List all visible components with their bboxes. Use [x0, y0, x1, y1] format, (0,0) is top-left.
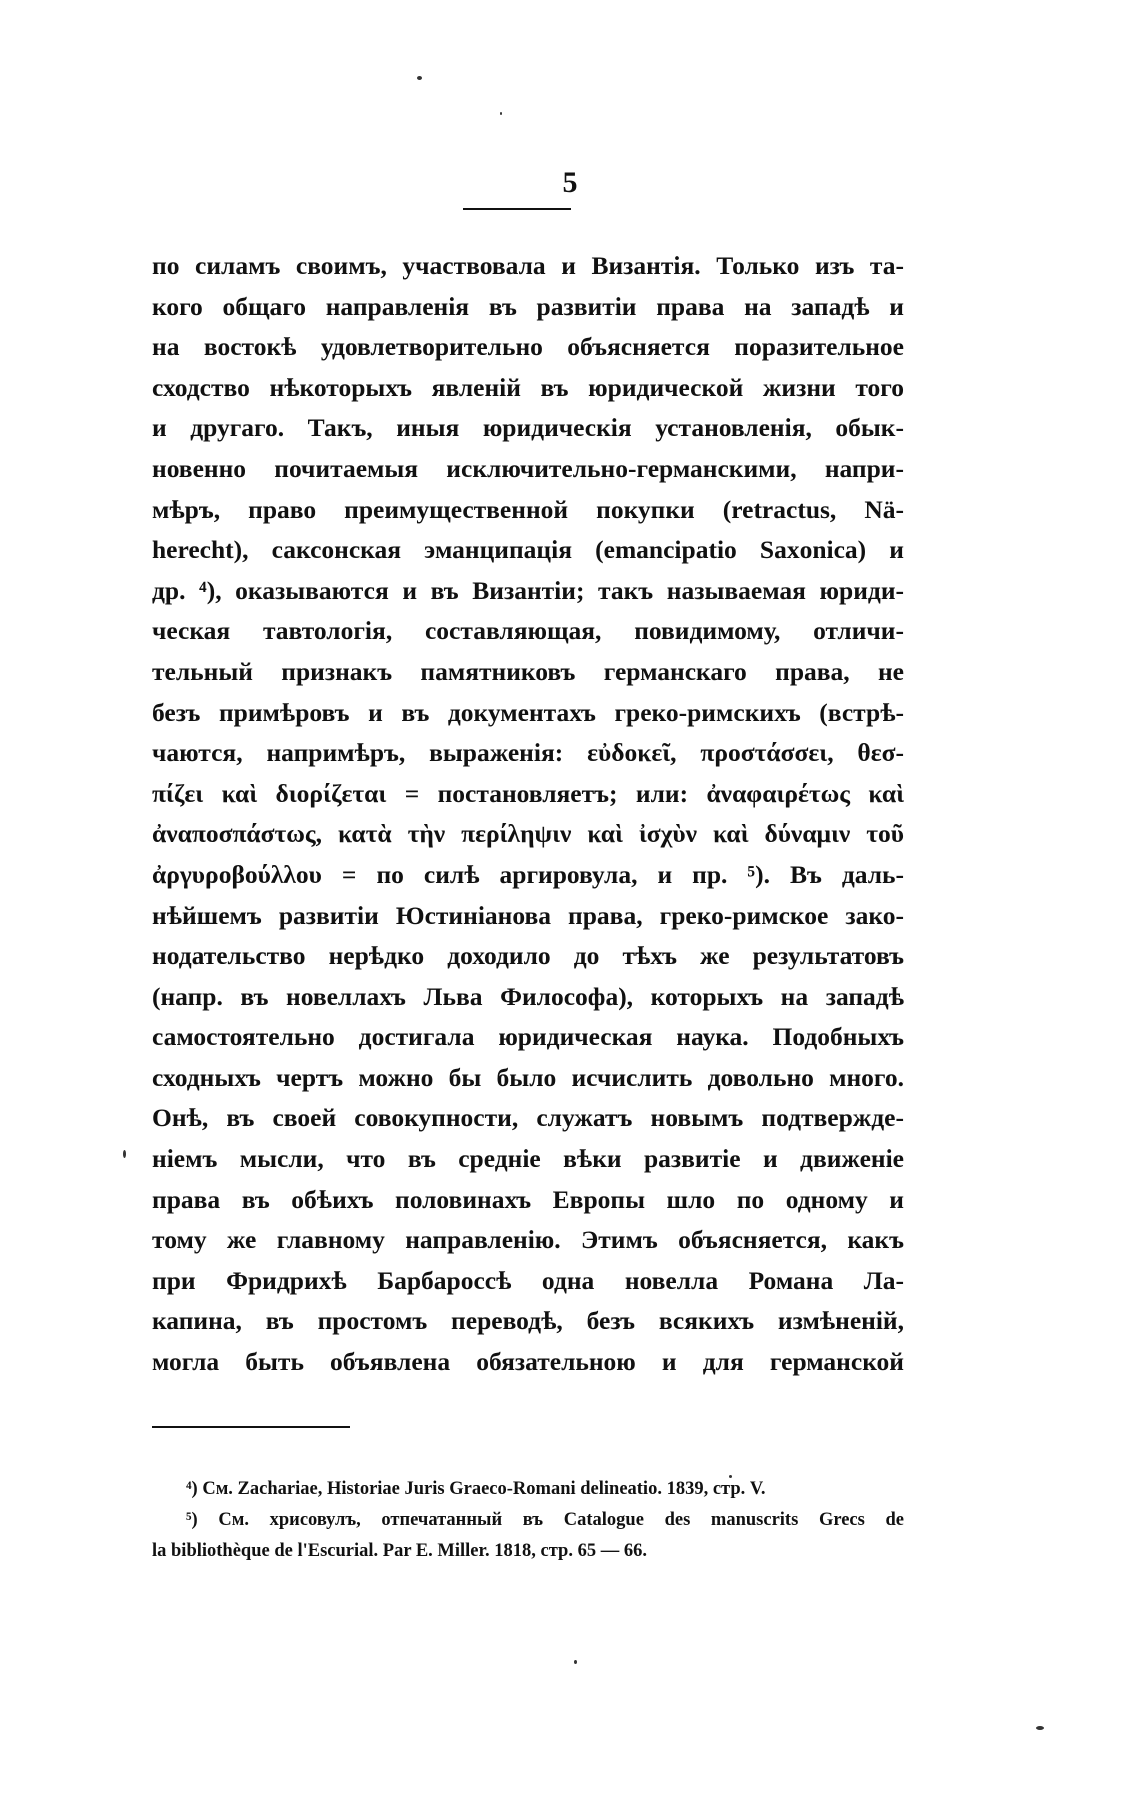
- scan-speck: [729, 1475, 732, 1478]
- text-line: сходныхъ чертъ можно бы было исчислить довольно много.: [152, 1062, 904, 1092]
- text-line: ніемъ мысли, что въ средніе вѣки развитіе и движеніе: [152, 1144, 904, 1174]
- text-line: нѣйшемъ развитіи Юстиніанова права, греко-римское зако-: [152, 900, 904, 930]
- text-line: ἀργυροβούλλου = по силѣ аргировула, и пр. ⁵). Въ даль-: [152, 859, 904, 889]
- body-text: [152, 246, 904, 1383]
- text-line: тельный признакъ памятниковъ германскаго права, не: [152, 656, 904, 686]
- text-line: нодательство нерѣдко доходило до тѣхъ же результатовъ: [152, 941, 904, 971]
- footnote-4: ⁴) См. Zachariae, Historiae Juris Graeco-Romani delineatio. 1839, стр. V.: [186, 1479, 766, 1499]
- text-line: Онѣ, въ своей совокупности, служатъ новымъ подтвержде-: [152, 1103, 904, 1133]
- page-number-rule: [463, 208, 571, 210]
- text-line: при Фридрихѣ Барбароссѣ одна новелла Романа Ла-: [152, 1265, 904, 1295]
- page-number: 5: [562, 166, 578, 199]
- scan-speck: [1036, 1726, 1044, 1730]
- text-line: др. ⁴), оказываются и въ Византіи; такъ называемая юриди-: [152, 575, 904, 605]
- scan-speck: [500, 112, 502, 115]
- text-line: чаются, напримѣръ, выраженія: εὐδοκεῖ, προστάσσει, θεσ-: [152, 738, 904, 768]
- text-line: и другаго. Такъ, иныя юридическія установленія, обык-: [152, 413, 904, 443]
- footnote-rule: [152, 1426, 350, 1428]
- scan-speck: [123, 1150, 126, 1158]
- text-line: πίζει καὶ διορίζεται = постановляетъ; или: ἀναφαιρέτως καὶ: [152, 778, 904, 808]
- footnotes: [152, 1474, 904, 1567]
- footnote-5: ⁵) См. хрисовулъ, отпечатанный въ Catalogue des manuscrits Grecs de: [186, 1510, 904, 1530]
- scan-speck: [417, 76, 422, 80]
- text-line: безъ примѣровъ и въ документахъ греко-римскихъ (встрѣ-: [152, 697, 904, 727]
- text-line: ческая тавтологія, составляющая, повидимому, отличи-: [152, 616, 904, 646]
- text-line: мѣръ, право преимущественной покупки (retractus, Nä-: [152, 494, 904, 524]
- scan-speck: [574, 1660, 577, 1664]
- text-line: права въ обѣихъ половинахъ Европы шло по одному и: [152, 1184, 904, 1214]
- text-line: самостоятельно достигала юридическая наука. Подобныхъ: [152, 1022, 904, 1052]
- text-line: (напр. въ новеллахъ Льва Философа), которыхъ на западѣ: [152, 981, 904, 1011]
- text-line: на востокѣ удовлетворительно объясняется поразительное: [152, 332, 904, 362]
- text-line: кого общаго направленія въ развитіи права на западѣ и: [152, 291, 904, 321]
- text-line: новенно почитаемыя исключительно-германскими, напри-: [152, 453, 904, 483]
- footnote-5-continuation: la bibliothèque de l'Escurial. Par E. Miller. 1818, стр. 65 — 66.: [152, 1541, 647, 1561]
- text-line: капина, въ простомъ переводѣ, безъ всякихъ измѣненій,: [152, 1306, 904, 1336]
- text-line: сходство нѣкоторыхъ явленій въ юридической жизни того: [152, 372, 904, 402]
- text-line: тому же главному направленію. Этимъ объясняется, какъ: [152, 1225, 904, 1255]
- text-line: могла быть объявлена обязательною и для германской: [152, 1347, 904, 1377]
- text-line: ἀναποσπάστως, κατὰ τὴν περίληψιν καὶ ἰσχὺν καὶ δύναμιν τοῦ: [152, 819, 904, 849]
- text-line: по силамъ своимъ, участвовала и Византія. Только изъ та-: [152, 251, 904, 280]
- text-line: herecht), саксонская эманципація (emancipatio Saxonica) и: [152, 535, 904, 565]
